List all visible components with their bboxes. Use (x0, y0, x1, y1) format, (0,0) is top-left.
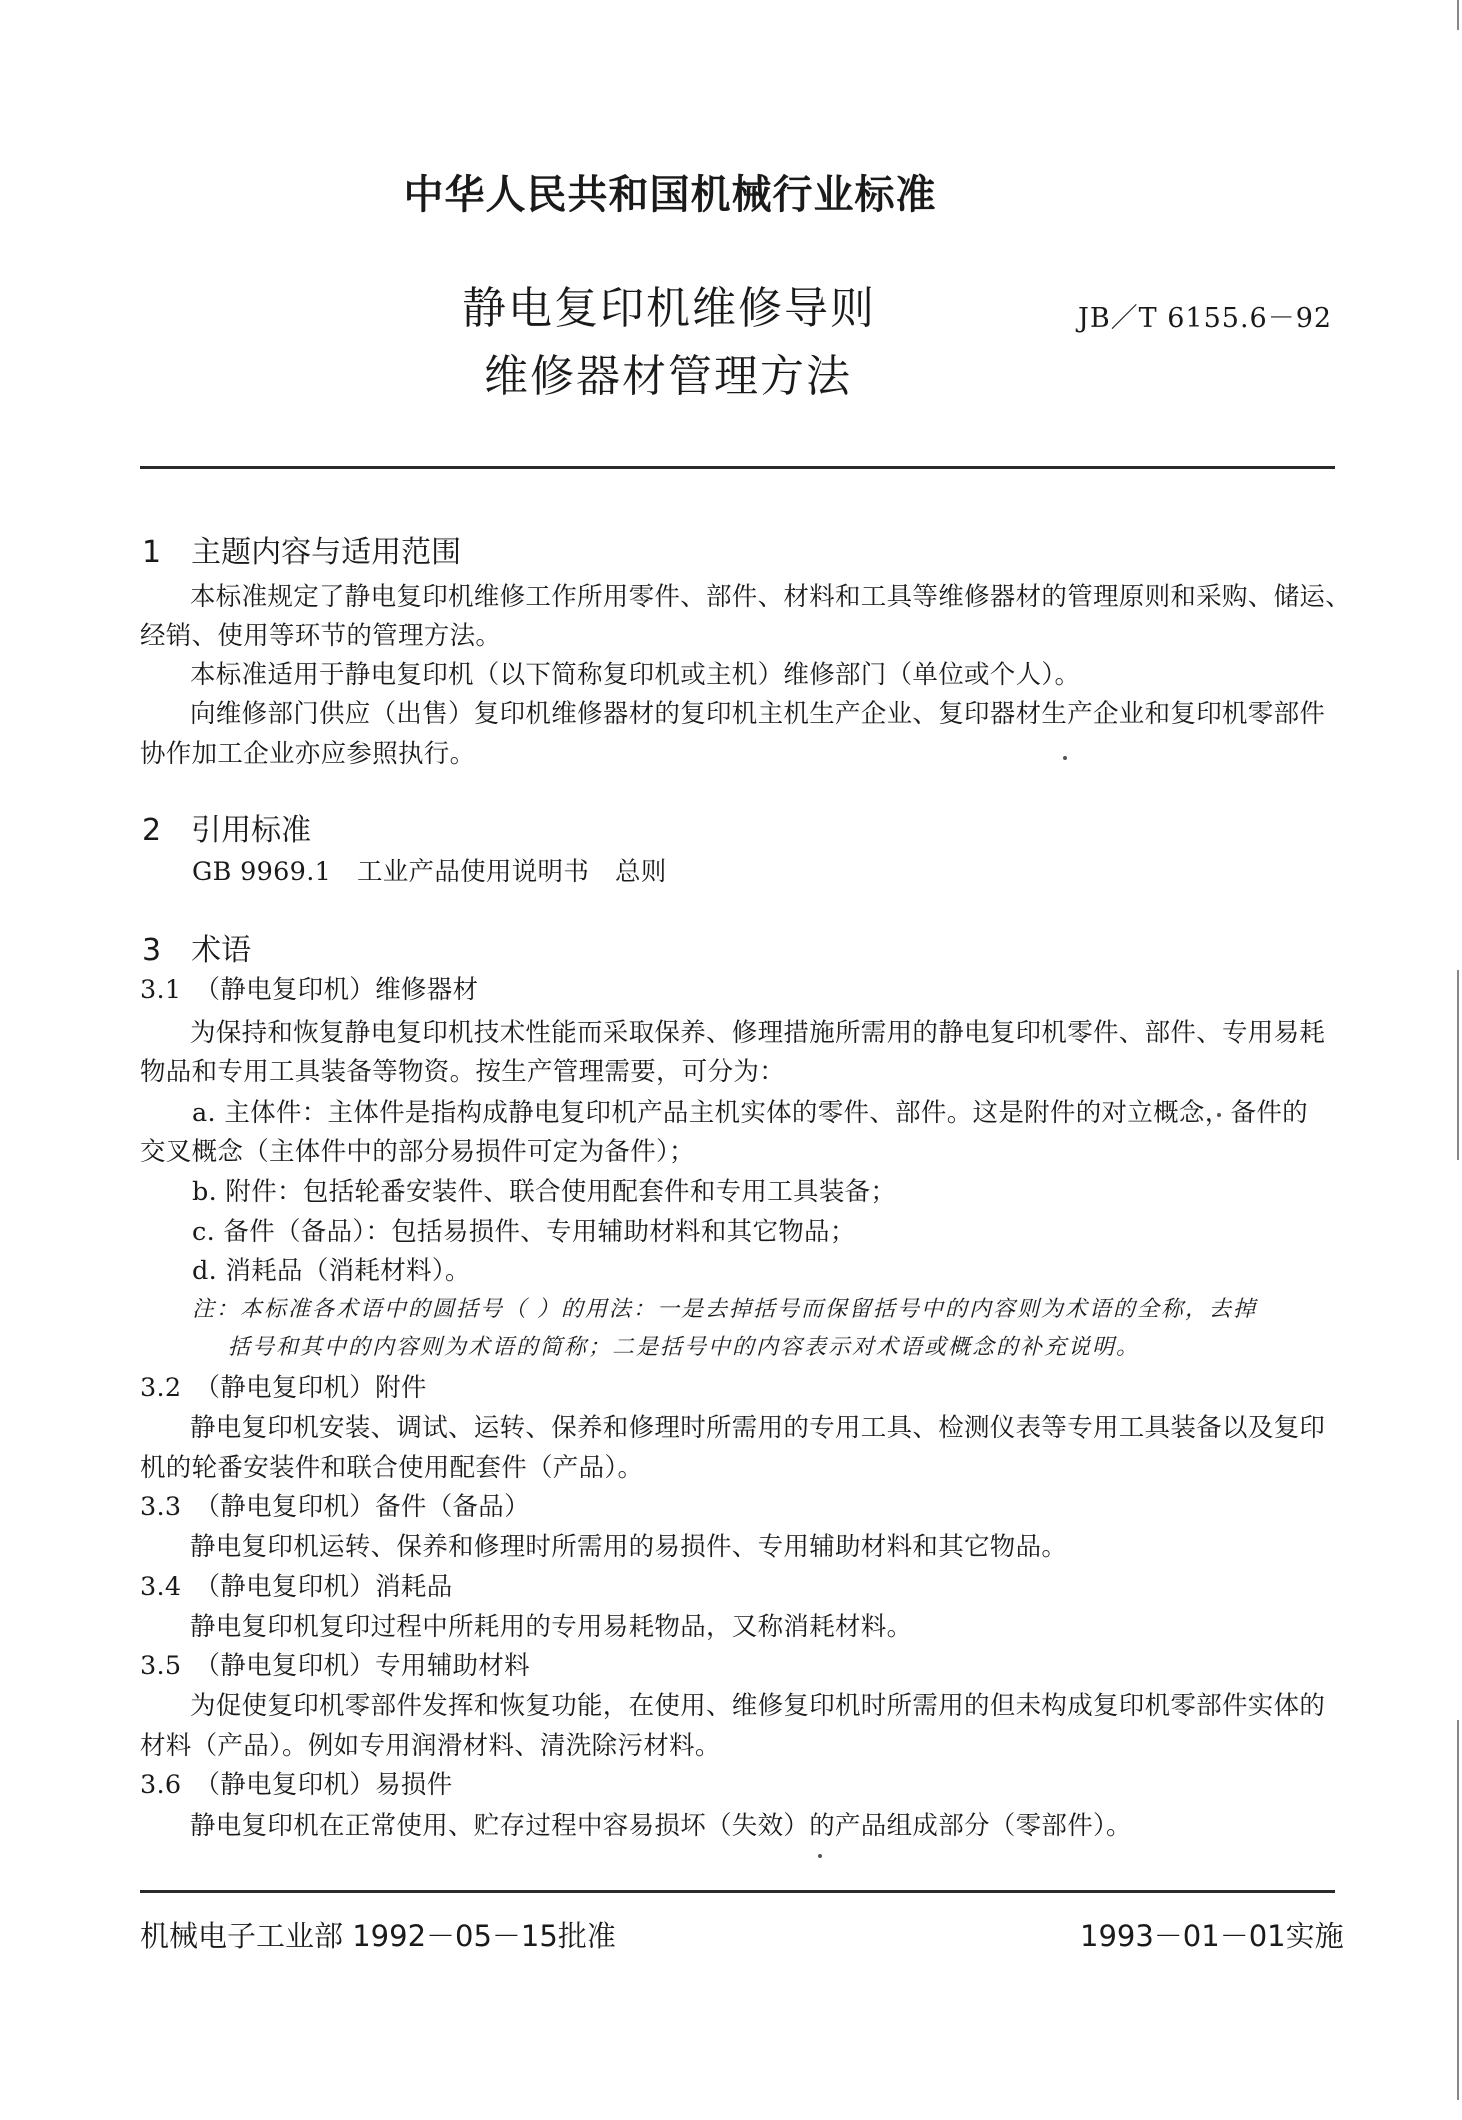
document-title-line1: 静电复印机维修导则 (462, 283, 876, 334)
issuing-organization: 中华人民共和国机械行业标准 (403, 172, 937, 218)
section-1-paragraph-2: 本标准适用于静电复印机（以下简称复印机或主机）维修部门（单位或个人）。 (190, 660, 1081, 690)
clause-3-2-heading: 3.2 （静电复印机）附件 (140, 1373, 427, 1403)
scan-edge-line (1457, 970, 1459, 1160)
terminology-note: 注：本标准各术语中的圆括号（ ）的用法：一是去掉括号而保留括号中的内容则为术语的全称，去掉 (192, 1297, 1257, 1322)
list-item-b: b. 附件：包括轮番安装件、联合使用配套件和专用工具装备； (192, 1177, 897, 1207)
footer-divider (140, 1890, 1335, 1893)
clause-3-6-heading: 3.6 （静电复印机）易损件 (140, 1770, 453, 1800)
scan-edge-line (1457, 0, 1459, 30)
standard-code: JB／T 6155.6－92 (1078, 303, 1333, 334)
list-item-a-cont: 交叉概念（主体件中的部分易损件可定为备件）； (140, 1137, 695, 1167)
section-2-heading: 2 引用标准 (142, 813, 312, 848)
document-title-line2: 维修器材管理方法 (484, 351, 852, 402)
clause-3-5-heading: 3.5 （静电复印机）专用辅助材料 (140, 1651, 530, 1681)
clause-3-3-heading: 3.3 （静电复印机）备件（备品） (140, 1492, 530, 1522)
clause-3-1-heading: 3.1 （静电复印机）维修器材 (140, 975, 479, 1005)
scan-edge-line (1457, 1720, 1459, 2100)
clause-3-1-text: 为保持和恢复静电复印机技术性能而采取保养、修理措施所需用的静电复印机零件、部件、专用易耗 (190, 1018, 1326, 1048)
list-item-c: c. 备件（备品）：包括易损件、专用辅助材料和其它物品； (192, 1217, 856, 1247)
section-3-heading: 3 术语 (142, 933, 252, 968)
scan-speck (1063, 756, 1067, 760)
header-divider (140, 466, 1335, 469)
clause-3-4-heading: 3.4 （静电复印机）消耗品 (140, 1572, 453, 1602)
clause-3-2-text-cont: 机的轮番安装件和联合使用配套件（产品）。 (140, 1453, 644, 1483)
clause-3-1-text-cont: 物品和专用工具装备等物资。按生产管理需要，可分为： (140, 1057, 786, 1087)
clause-3-5-text-cont: 材料（产品）。例如专用润滑材料、清洗除污材料。 (140, 1731, 721, 1761)
section-1-paragraph-1: 本标准规定了静电复印机维修工作所用零件、部件、材料和工具等维修器材的管理原则和采购、储运、 (190, 582, 1352, 612)
terminology-note-cont: 括号和其中的内容则为术语的简称；二是括号中的内容表示对术语或概念的补充说明。 (228, 1335, 1141, 1360)
clause-3-6-text: 静电复印机在正常使用、贮存过程中容易损坏（失效）的产品组成部分（零部件）。 (190, 1811, 1132, 1841)
section-2-reference: GB 9969.1 工业产品使用说明书 总则 (192, 857, 667, 887)
approval-info: 机械电子工业部 1992－05－15批准 (140, 1919, 616, 1953)
section-1-paragraph-3: 向维修部门供应（出售）复印机维修器材的复印机主机生产企业、复印器材生产企业和复印机零部件 (190, 699, 1326, 729)
clause-3-4-text: 静电复印机复印过程中所耗用的专用易耗物品，又称消耗材料。 (190, 1612, 913, 1642)
clause-3-5-text: 为促使复印机零部件发挥和恢复功能，在使用、维修复印机时所需用的但未构成复印机零部件实体的 (190, 1691, 1326, 1721)
section-1-paragraph-3-cont: 协作加工企业亦应参照执行。 (140, 739, 476, 769)
scan-speck (818, 1854, 822, 1858)
section-1-heading: 1 主题内容与适用范围 (142, 535, 462, 570)
clause-3-2-text: 静电复印机安装、调试、运转、保养和修理时所需用的专用工具、检测仪表等专用工具装备以及复印 (190, 1413, 1326, 1443)
effective-date: 1993－01－01实施 (1080, 1919, 1344, 1953)
list-item-a: a. 主体件：主体件是指构成静电复印机产品主机实体的零件、部件。这是附件的对立概念，备件的 (192, 1098, 1308, 1128)
section-1-paragraph-1-cont: 经销、使用等环节的管理方法。 (140, 621, 502, 651)
clause-3-3-text: 静电复印机运转、保养和修理时所需用的易损件、专用辅助材料和其它物品。 (190, 1532, 1068, 1562)
list-item-d: d. 消耗品（消耗材料）。 (192, 1256, 471, 1286)
